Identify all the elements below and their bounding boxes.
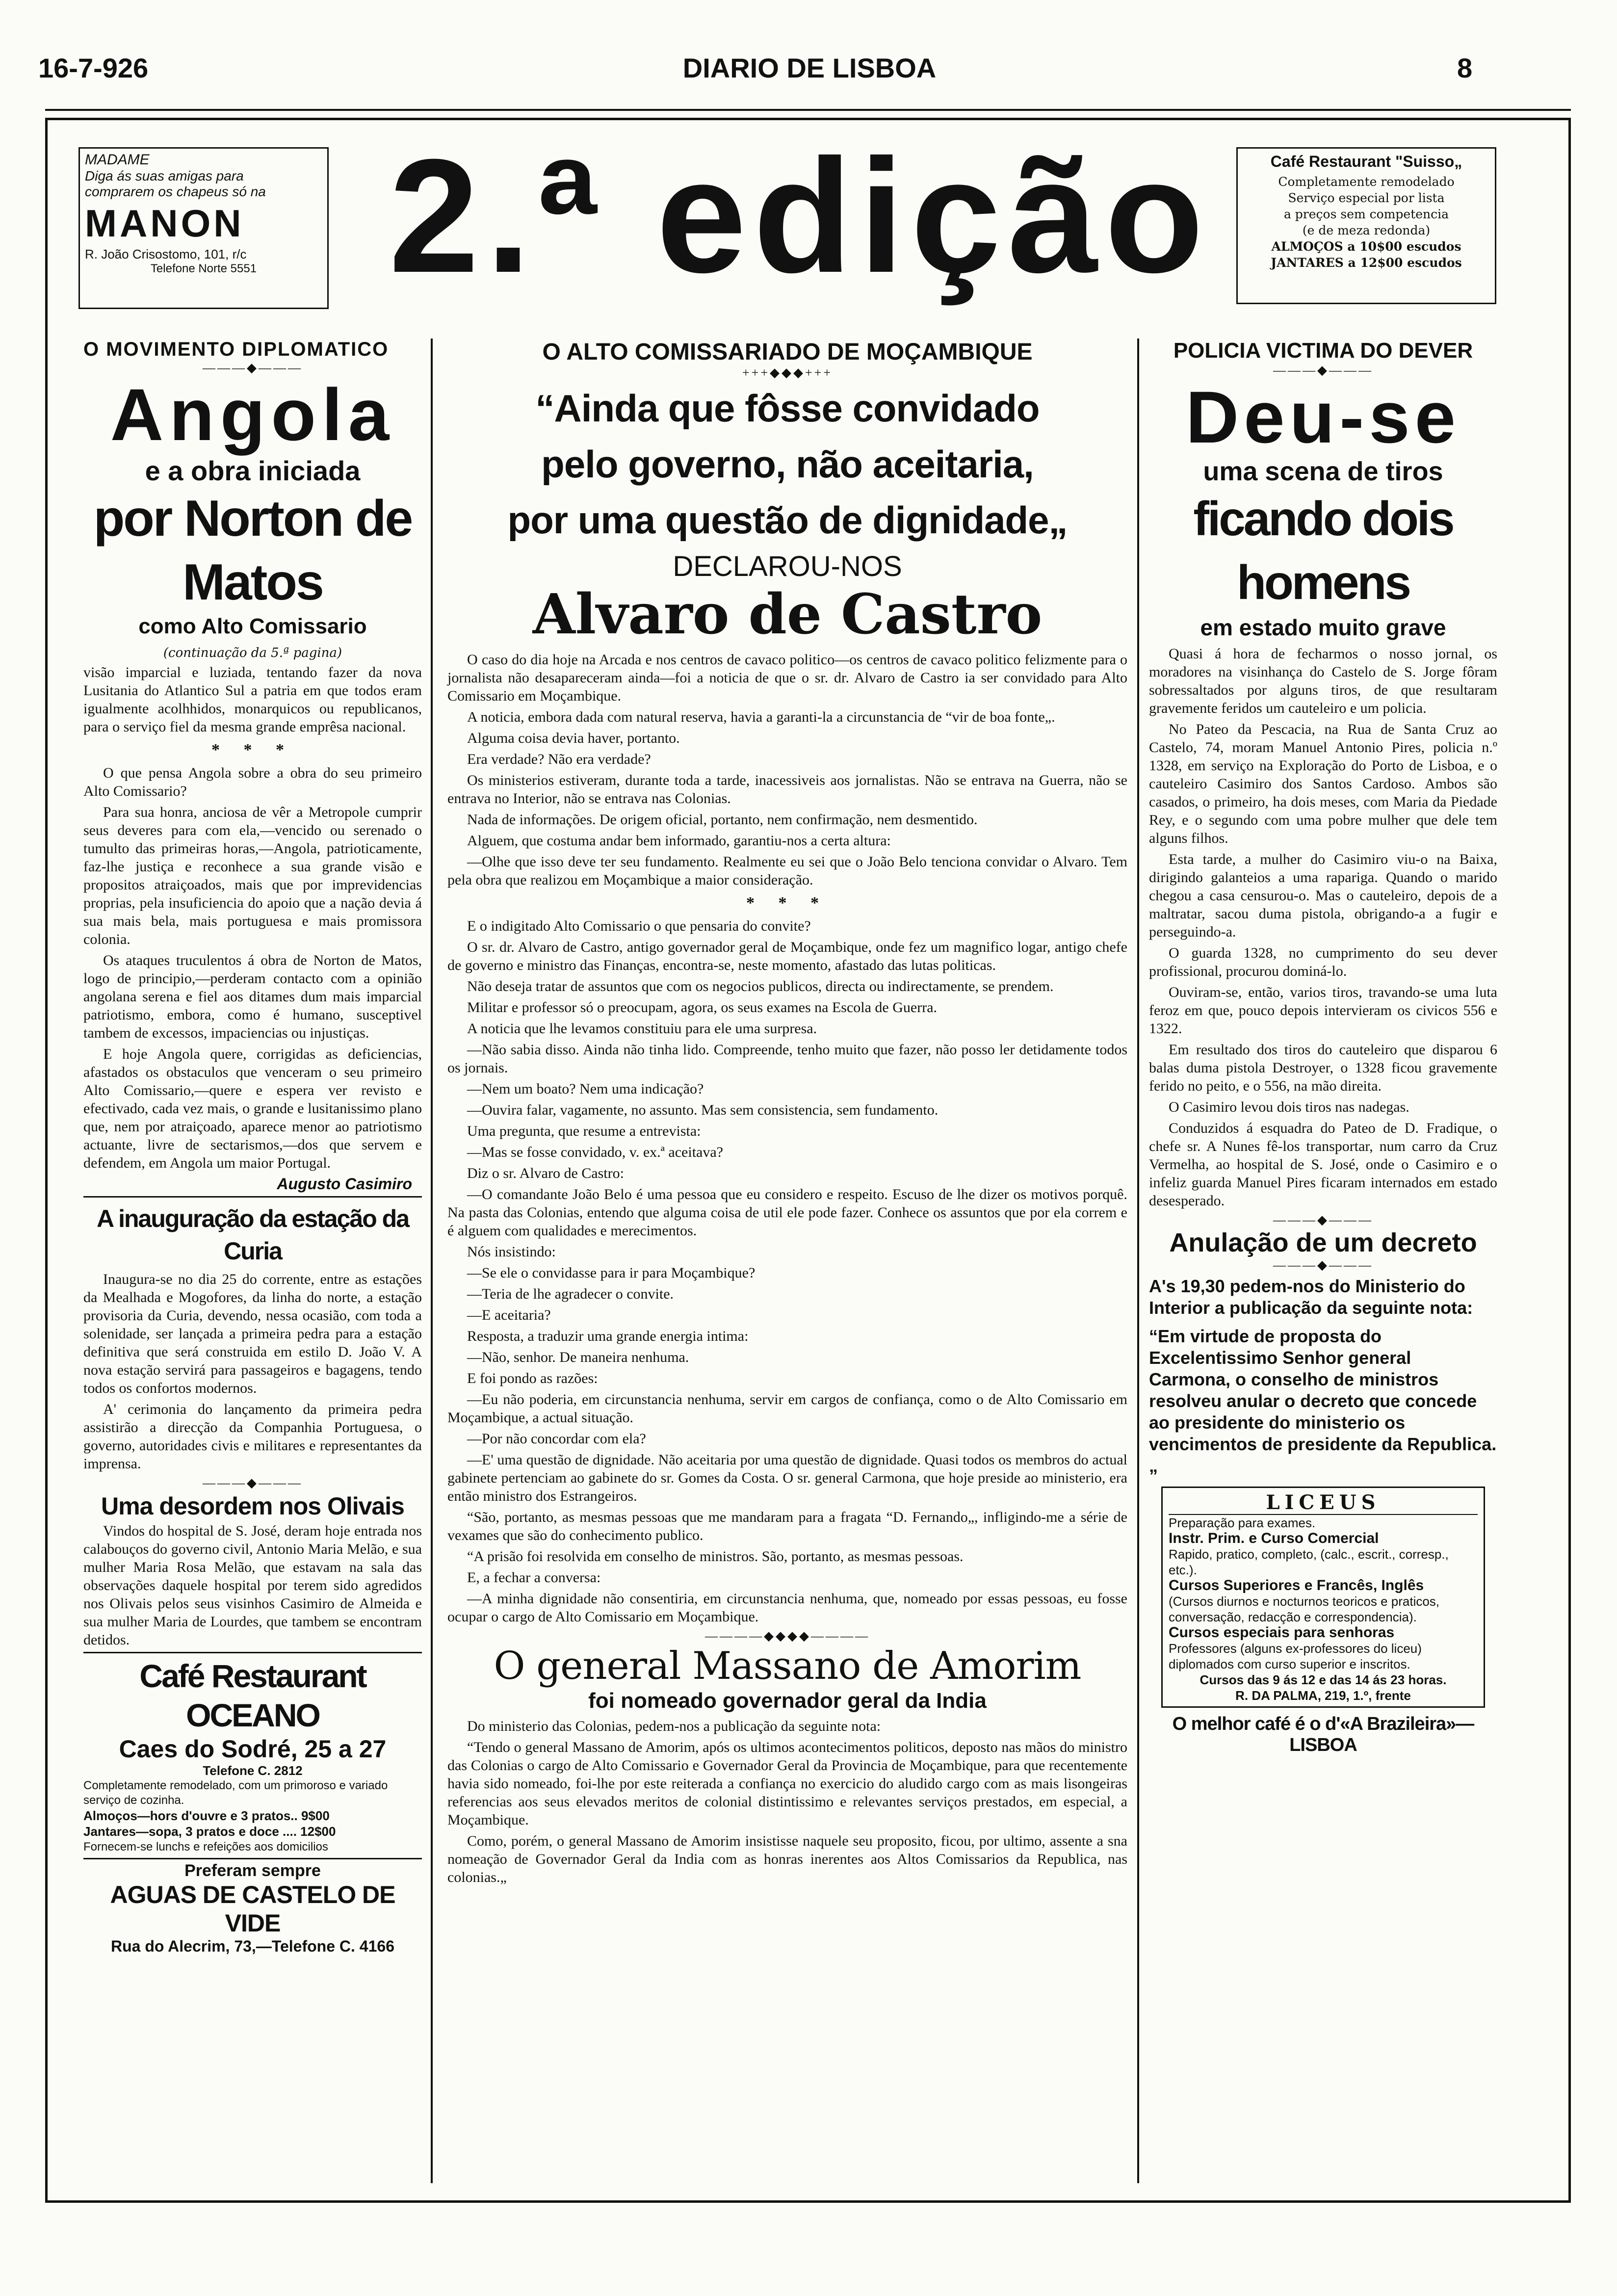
paragraph: A noticia, embora dada com natural reserva, havia a garanti-la a circunstancia de “vir de boa fonte„. <box>467 709 1055 725</box>
ad-oceano <box>83 1656 422 1855</box>
curia-headline: A inauguração da estação da Curia <box>96 1205 409 1265</box>
paragraph: A' cerimonia do lançamento da primeira pedra assistirão a direcção da Companhia Portuguesa, o governo, autoridades civis e militares e representantes da imprensa. <box>83 1401 422 1472</box>
top-rule <box>45 109 1571 111</box>
olivais-headline: Uma desordem nos Olivais <box>101 1492 404 1520</box>
paragraph: —Nem um boato? Nem uma indicação? <box>467 1081 704 1097</box>
paragraph: O caso do dia hoje na Arcada e nos centros de cavaco politico—os centros de cavaco politico felizmente para o jornalista não desapareceram ainda—foi a noticia de que o sr. dr. Alvaro de Castro ia ser convidado para Alto Comissario em Moçambique. <box>447 652 1127 704</box>
ad-liceus-line: Instr. Prim. e Curso Comercial <box>1169 1530 1379 1546</box>
ornament: ———◆——— <box>203 361 303 375</box>
castro-article <box>447 651 1127 1626</box>
declarou-nos: DECLAROU-NOS <box>673 550 902 582</box>
ad-manon-l1: MADAME <box>85 152 150 168</box>
ad-liceus-line: Cursos das 9 ás 12 e das 14 ás 23 horas. <box>1200 1672 1447 1687</box>
anulacao-intro: A's 19,30 pedem-nos do Ministerio do Interior a publicação da seguinte nota: <box>1149 1276 1473 1318</box>
paragraph: —A minha dignidade não consentiria, em circunstancia nenhuma, que, nomeado por essas pessoas, eu fosse ocupar o cargo de Alto Comissario em Moçambique. <box>447 1591 1127 1625</box>
quote-line-3: por uma questão de dignidade„ <box>507 498 1068 542</box>
ad-aguas-l2: AGUAS DE CASTELO DE VIDE <box>110 1881 395 1937</box>
deu-se-headline: Deu-se <box>1185 376 1461 458</box>
article-signature: Augusto Casimiro <box>277 1175 412 1193</box>
ornament: ———◆——— <box>1273 1213 1373 1227</box>
ad-oceano-title: Café Restaurant OCEANO <box>139 1658 366 1733</box>
center-kicker: O ALTO COMISSARIADO DE MOÇAMBIQUE <box>542 339 1033 365</box>
ad-aguas-l3: Rua do Alecrim, 73,—Telefone C. 4166 <box>111 1937 394 1955</box>
paragraph: Uma pregunta, que resume a entrevista: <box>467 1123 701 1139</box>
section-rule <box>83 1652 422 1653</box>
ad-suisso-title: Café Restaurant "Suisso„ <box>1270 153 1462 170</box>
edition-title: 2.ª edição <box>389 125 1211 306</box>
paragraph: Quasi á hora de fecharmos o nosso jornal, os moradores na visinhança do Castelo de S. Jorge fôram sobressaltados por alguns tiros, de que resultaram gravemente feridos um cauteleiro e um policia. <box>1149 646 1497 716</box>
ad-aguas-l1: Preferam sempre <box>184 1861 321 1880</box>
ad-suisso-line: ALMOÇOS a 10$00 escudos <box>1271 239 1461 254</box>
paragraph: Nós insistindo: <box>467 1244 556 1260</box>
paragraph: —Se ele o convidasse para ir para Moçambique? <box>467 1265 756 1281</box>
ad-liceus-line: (Cursos diurnos e nocturnos teoricos e praticos, conversação, redacção e correspondencia). <box>1169 1594 1440 1624</box>
paragraph: —Eu não poderia, em circunstancia nenhuma, servir em cargos de confiança, como o de Alto Comissario em Moçambique, a actual situação. <box>447 1391 1127 1426</box>
paragraph: Inaugura-se no dia 25 do corrente, entre as estações da Mealhada e Mogofores, da linha do norte, a estação provisoria da Curia, devendo, nessa ocasião, com toda a solenidade, ser lançada a primeira pedra para a estação definitiva que será construida em estilo D. João V. A nova estação servirá para passageiros e bagagens, tendo todos os confortos modernos. <box>83 1271 422 1396</box>
paragraph: —Olhe que isso deve ter seu fundamento. Realmente eu sei que o João Belo tenciona convidar o Alvaro. Tem pela obra que realizou em Moçambique a maior consideração. <box>447 854 1127 888</box>
grave-subhead: em estado muito grave <box>1200 615 1446 640</box>
ad-liceus-line: Professores (alguns ex-professores do liceu) diplomados com curso superior e inscritos. <box>1169 1641 1422 1671</box>
paragraph: Os ministerios estiveram, durante toda a tarde, inacessiveis aos jornalistas. Não se entrava na Guerra, não se entrava no Interior, não se entrava nas Colonias. <box>447 772 1127 807</box>
paragraph: “São, portanto, as mesmas pessoas que me mandaram para a fragata “D. Fernando„, infligindo-me a série de vexames que são do conhecimento publico. <box>447 1509 1127 1543</box>
ad-suisso-line: Serviço especial por lista <box>1288 191 1445 205</box>
paragraph: —E' uma questão de dignidade. Não aceitaria por uma questão de dignidade. Quasi todos os membros do actual gabinete pertenciam ao gabinete do sr. Gomes da Costa. O sr. general Carmona, que hoje preside ao ministerio, era então ministro dos Estrangeiros. <box>447 1452 1127 1504</box>
ad-liceus-line: R. DA PALMA, 219, 1.º, frente <box>1235 1688 1411 1703</box>
ad-manon-brand: MANON <box>85 202 244 245</box>
ad-manon <box>78 147 329 309</box>
quote-line-2: pelo governo, não aceitaria, <box>541 443 1034 486</box>
dois-homens-headline: ficando dois homens <box>1193 492 1453 609</box>
angola-article <box>83 663 422 1172</box>
paragraph: —Ouvira falar, vagamente, no assunto. Mas sem consistencia, sem fundamento. <box>467 1102 939 1118</box>
paragraph: Como, porém, o general Massano de Amorim insistisse naquele seu proposito, ficou, por ultimo, assente a sna nomeação de Governador Geral da India com as honras inerentes aos Altos Comissarios da Republica, nas colonias.„ <box>447 1833 1127 1885</box>
paragraph: O que pensa Angola sobre a obra do seu primeiro Alto Comissario? <box>83 765 422 799</box>
paragraph: O sr. dr. Alvaro de Castro, antigo governador geral de Moçambique, onde fez um magnifico logar, antigo chefe de governo e ministro das Finanças, encontra-se, neste momento, afastado das lutas politicas. <box>447 939 1127 973</box>
paragraph: E o indigitado Alto Comissario o que pensaria do convite? <box>467 918 811 934</box>
paragraph: Alguma coisa devia haver, portanto. <box>467 730 680 746</box>
anulacao-headline: Anulação de um decreto <box>1169 1228 1477 1257</box>
paragraph: Esta tarde, a mulher do Casimiro viu-o na Baixa, dirigindo galanteios a uma rapariga. Quando o marido chegou a casa censurou-o. Mas o cauteleiro, depois de a maltratar, sacou duma pistola, obrigando-a a fugir e perseguindo-a. <box>1149 851 1497 940</box>
paragraph: Os ataques truculentos á obra de Norton de Matos, logo de principio,—perderam contacto com a opinião angolana serena e fiel aos ditames dum mais imparcial patriotismo, embora, como é humano, susceptivel tambem de excessos, impaciencias ou injustiças. <box>83 952 422 1041</box>
issue-date: 16-7-926 <box>38 52 149 83</box>
ad-oceano-line: Almoços—hors d'ouvre e 3 pratos.. 9$00 <box>83 1808 330 1823</box>
paragraph: E hoje Angola quere, corrigidas as deficiencias, afastados os obstaculos que venceram o seu primeiro Alto Comissario,—quere e espera ver revisto e efectivado, cada vez mais, o grande e lusitanissimo plano que, nem por atraiçoado, aparece menor ao patriotismo actuante, livre de sectarismos,—dos que servem e defendem, em Angola um maior Portugal. <box>83 1046 422 1171</box>
paragraph: Era verdade? Não era verdade? <box>467 751 651 767</box>
ad-suisso-line: (e de meza redonda) <box>1302 223 1431 237</box>
paragraph: —Não, senhor. De maneira nenhuma. <box>467 1349 689 1365</box>
anulacao-note: “Em virtude de proposta do Excelentissimo Senhor general Carmona, o conselho de ministros resolveu anular o decreto que concede ao presidente do ministerio os vencimentos de presidente da Republica.„ <box>1149 1326 1497 1476</box>
curia-article <box>83 1270 422 1473</box>
paragraph: E foi pondo as razões: <box>467 1370 598 1386</box>
massano-headline: O general Massano de Amorim <box>494 1644 1081 1688</box>
newspaper-name: DIARIO DE LISBOA <box>682 52 937 83</box>
ad-suisso-line: a preços sem competencia <box>1283 207 1449 221</box>
paragraph: —Por não concordar com ela? <box>467 1431 646 1447</box>
separator-stars: * * * <box>211 741 294 759</box>
paragraph: —Mas se fosse convidado, v. ex.ª aceitava? <box>467 1144 723 1160</box>
paragraph: O Casimiro levou dois tiros nas nadegas. <box>1169 1099 1409 1115</box>
paragraph: Do ministerio das Colonias, pedem-nos a publicação da seguinte nota: <box>467 1718 881 1734</box>
page-number: 8 <box>1457 52 1473 83</box>
ad-suisso-line: JANTARES a 12$00 escudos <box>1271 256 1462 270</box>
ad-liceus-line: Cursos especiais para senhoras <box>1169 1624 1395 1641</box>
paragraph: Em resultado dos tiros do cauteleiro que disparou 6 balas duma pistola Destroyer, o 1328 ficou gravemente ferido no peito, e o 556, na mão direita. <box>1149 1042 1497 1094</box>
ad-manon-l5: Telefone Norte 5551 <box>150 262 257 275</box>
ad-manon-l2: Diga ás suas amigas para <box>85 168 244 183</box>
ornament: +++◆◆◆+++ <box>742 365 833 380</box>
paragraph: Conduzidos á esquadra do Pateo de D. Fradique, o chefe sr. A Nunes fê-los transportar, num carro da Cruz Vermelha, ao hospital de S. José, onde o Casimiro e o infeliz guarda Manuel Pires ficaram internados em estado desesperado. <box>1149 1120 1497 1209</box>
ornament: ———◆——— <box>1273 1258 1373 1272</box>
alto-comissario-subhead: como Alto Comissario <box>138 614 367 638</box>
paragraph: Nada de informações. De origem oficial, portanto, nem confirmação, nem desmentido. <box>467 811 978 828</box>
right-column <box>1149 339 1497 1756</box>
ad-suisso <box>1236 147 1496 304</box>
paragraph: Alguem, que costuma andar bem informado, garantiu-nos a certa altura: <box>467 833 891 849</box>
paragraph: visão imparcial e luziada, tentando fazer da nova Lusitania do Atlantico Sul a patria em que todos eram igualmente acolhhidos, monarquicos ou republicanos, para o serviço fiel da mesma grande emprêsa nacional. <box>83 664 422 735</box>
quote-line-1: “Ainda que fôsse convidado <box>535 387 1040 430</box>
ornament: ————◆◆◆◆———— <box>705 1629 870 1643</box>
paragraph: E, a fechar a conversa: <box>467 1569 601 1586</box>
angola-subhead: e a obra iniciada <box>145 455 361 486</box>
column-divider <box>431 339 433 2183</box>
paragraph: “A prisão foi resolvida em conselho de ministros. São, portanto, as mesmas pessoas. <box>467 1548 964 1565</box>
paragraph: Militar e professor só o preocupam, agora, os seus exames na Escola de Guerra. <box>467 999 938 1016</box>
tiros-subhead: uma scena de tiros <box>1203 457 1443 486</box>
massano-subhead: foi nomeado governador geral da India <box>588 1689 987 1713</box>
ad-oceano-line: Completamente remodelado, com um primoroso e variado serviço de cozinha. <box>83 1779 388 1807</box>
ad-brazileira: O melhor café é o d'«A Brazileira»—LISBOA <box>1172 1714 1474 1755</box>
ad-oceano-line: Fornecem-se lunchs e refeições aos domicilios <box>83 1840 328 1853</box>
paragraph: A noticia que lhe levamos constituiu para ele uma surpresa. <box>467 1020 817 1037</box>
section-rule <box>83 1858 422 1859</box>
ad-aguas <box>83 1861 422 1956</box>
tiros-article <box>1149 645 1497 1210</box>
continuation-note: (continuação da 5.ª pagina) <box>163 646 342 660</box>
paragraph: —O comandante João Belo é uma pessoa que eu considero e respeito. Escuso de lhe dizer os motivos porquê. Na pasta das Colonias, entendo que alguma coisa de util ele pode fazer. Conhece os assuntos que por ela correm e é alguem com qualidades e merecimentos. <box>447 1186 1127 1239</box>
right-kicker: POLICIA VICTIMA DO DEVER <box>1173 339 1473 363</box>
center-column <box>447 339 1127 1889</box>
ad-manon-l4: R. João Crisostomo, 101, r/c <box>85 247 247 261</box>
paragraph: Ouviram-se, então, varios tiros, travando-se uma luta feroz em que, pouco depois intervieram os civicos 556 e 1322. <box>1149 984 1497 1037</box>
separator-stars: * * * <box>746 894 829 912</box>
massano-article <box>447 1717 1127 1886</box>
ad-liceus-line: Rapido, pratico, completo, (calc., escrit., corresp., etc.). <box>1169 1547 1449 1577</box>
paragraph: Vindos do hospital de S. José, deram hoje entrada nos calabouços do governo civil, Antonio Maria Melão, e sua mulher Maria Rosa Melão, que estavam na sala das observações daquele hospital por terem sido agredidos nos Olivais pelos seus visinhos Casimiro de Almeida e sua mulher Maria de Lourdes, que tambem se encontram detidos. <box>83 1523 422 1648</box>
norton-headline: por Norton de Matos <box>93 490 412 611</box>
paragraph: Resposta, a traduzir uma grande energia intima: <box>467 1328 749 1344</box>
section-rule <box>83 1196 422 1198</box>
ad-oceano-phone: Telefone C. 2812 <box>203 1763 303 1778</box>
olivais-article <box>83 1522 422 1649</box>
paragraph: “Tendo o general Massano de Amorim, após os ultimos acontecimentos politicos, deposto nas mãos do ministro das Colonias o cargo de Alto Comissario e Governador Geral da Provincia de Moçambique, para que recentemente havia sido nomeado, foi-lhe por este reiterada a confiança no exercicio do aludido cargo com as mais lisongeiras referencias aos seus elevados meritos de colonial distintissimo e relevantes serviços prestados, em especial, a Moçambique. <box>447 1739 1127 1828</box>
paragraph: —E aceitaria? <box>467 1307 551 1323</box>
paragraph: —Teria de lhe agradecer o convite. <box>467 1286 674 1302</box>
ad-liceus-line: Cursos Superiores e Francês, Inglês <box>1169 1577 1424 1593</box>
paragraph: Para sua honra, anciosa de vêr a Metropole cumprir seus deveres para com ela,—vencido ou serenado o tumulto das primeiras horas,—Angola, patrioticamente, faz-lhe justiça e reconhece a sua grande visão e propositos atraiçoados, mais que por imprevidencias proprias, pela insuficiencia do apoio que a nação devia á sua mais bela, mais portuguesa e mais promissora colonia. <box>83 804 422 947</box>
paragraph: —Não sabia disso. Ainda não tinha lido. Compreende, tenho muito que fazer, não posso ler detidamente todos os jornais. <box>447 1042 1127 1076</box>
paragraph: Diz o sr. Alvaro de Castro: <box>467 1165 624 1181</box>
column-divider <box>1137 339 1139 2183</box>
paragraph: O guarda 1328, no cumprimento do seu dever profissional, procurou dominá-lo. <box>1149 945 1497 979</box>
left-kicker: O MOVIMENTO DIPLOMATICO <box>83 339 389 360</box>
ad-oceano-address: Caes do Sodré, 25 a 27 <box>119 1735 387 1763</box>
ad-liceus-line: Preparação para exames. <box>1169 1515 1316 1530</box>
ad-suisso-line: Completamente remodelado <box>1278 175 1455 189</box>
ad-oceano-line: Jantares—sopa, 3 pratos e doce .... 12$00 <box>83 1824 336 1839</box>
paragraph: No Pateo da Pescacia, na Rua de Santa Cruz ao Castelo, 74, moram Manuel Antonio Pires, policia n.º 1328, em serviço na Exploração do Porto de Lisboa, e o cauteleiro Casimiro dos Santos Cardoso. Ambos são casados, o primeiro, ha dois meses, com Maria da Piedade Rey, e o segundo com uma pobre mulher que dele tem alguns filhos. <box>1149 721 1497 846</box>
ornament: ———◆——— <box>1273 363 1373 377</box>
alvaro-de-castro-headline: Alvaro de Castro <box>532 582 1043 647</box>
paragraph: Não deseja tratar de assuntos que com os negocios publicos, directa ou indirectamente, se prendem. <box>467 978 1054 994</box>
left-column <box>83 339 422 1956</box>
ad-manon-l3: comprarem os chapeus só na <box>85 184 266 199</box>
ornament: ———◆——— <box>203 1476 303 1490</box>
angola-headline: Angola <box>110 373 395 456</box>
ad-liceus-title: LICEUS <box>1169 1491 1478 1515</box>
ad-liceus <box>1161 1487 1485 1708</box>
